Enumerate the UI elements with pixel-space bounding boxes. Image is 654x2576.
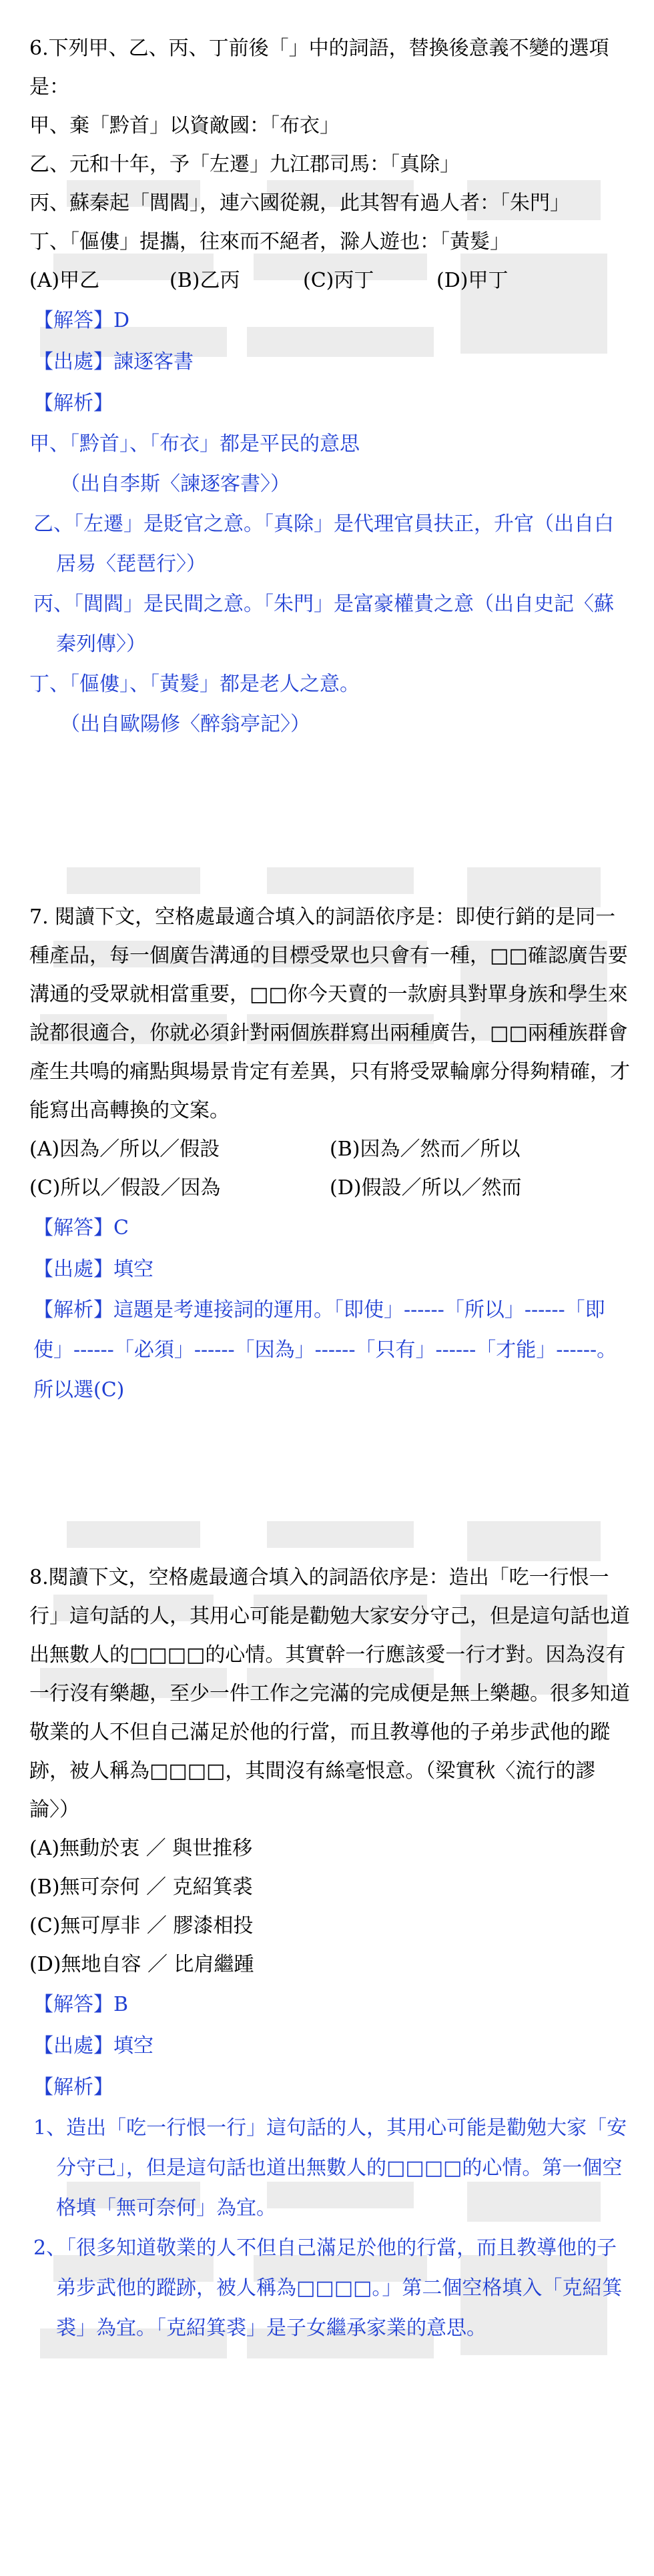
clause-ding: 丁、「傴僂」提攜，往來而不絕者，滁人遊也：「黃髮」 (29, 230, 510, 254)
answer-label: 【解答】C (33, 1216, 129, 1240)
clause-jia: 甲、棄「黔首」以資敵國：「布衣」 (29, 114, 340, 137)
option-b: (B)因為／然而／所以 (330, 1138, 521, 1161)
question-6 (29, 29, 630, 745)
option-d: (D)無地自容 ／ 比肩繼踵 (29, 1953, 254, 1976)
question-stem: 7. 閱讀下文，空格處最適合填入的詞語依序是：即使行銷的是同一種產品，每一個廣告溝通的目標受眾也只會有一種，□□確認廣告要溝通的受眾就相當重要，□□你今天賣的一款廚具對單身族和學生來說都很適合，你就必須針對兩個族群寫出兩種廣告，□□兩種族群會產生共鳴的痛點與場景肯定有差異，只有將受眾輪廓分得夠精確，才能寫出高轉換的文案。 (29, 905, 630, 1122)
analysis-line: （出自李斯〈諫逐客書〉） (60, 472, 290, 496)
options-row (29, 1169, 630, 1208)
answer-label: 【解答】B (33, 1993, 129, 2016)
analysis-label: 【解析】 (33, 2076, 113, 2099)
option-b: (B)乙丙 (170, 269, 240, 292)
analysis-line: 1、造出「吃一行恨一行」這句話的人，其用心可能是勸勉大家「安分守己」，但是這句話也道出無數人的□□□□的心情。第一個空格填「無可奈何」為宜。 (33, 2116, 627, 2220)
analysis-line: 2、「很多知道敬業的人不但自己滿足於他的行當，而且教導他的子弟步武他的蹤跡，被人稱為□□□□。」第二個空格填入「克紹箕裘」為宜。「克紹箕裘」是子女繼承家業的意思。 (33, 2236, 623, 2340)
clause-yi: 乙、元和十年，予「左遷」九江郡司馬：「真除」 (29, 153, 460, 176)
analysis-label: 【解析】 (33, 392, 113, 415)
question-7 (29, 898, 630, 1410)
option-c: (C)所以／假設／因為 (29, 1176, 221, 1200)
option-d: (D)甲丁 (436, 269, 509, 292)
options-row (29, 262, 630, 300)
option-a: (A)甲乙 (29, 269, 100, 292)
option-c: (C)丙丁 (303, 269, 374, 292)
analysis-line: 丁、「傴僂」、「黃髮」都是老人之意。 (29, 673, 360, 696)
analysis-line: （出自歐陽修〈醉翁亭記〉） (60, 713, 310, 736)
option-b: (B)無可奈何 ／ 克紹箕裘 (29, 1875, 253, 1899)
analysis-line: 甲、「黔首」、「布衣」都是平民的意思 (29, 432, 360, 456)
answer-label: 【解答】D (33, 309, 130, 332)
clause-bing: 丙、蘇秦起「閭閻」，連六國從親，此其智有過人者：「朱門」 (29, 191, 570, 215)
source-label: 【出處】諫逐客書 (33, 350, 194, 374)
question-8 (29, 1559, 630, 2348)
question-stem: 8.閱讀下文，空格處最適合填入的詞語依序是：造出「吃一行恨一行」這句話的人，其用心可能是勸勉大家安分守己，但是這句話也道出無數人的□□□□的心情。其實幹一行應該愛一行才對。因為沒有一行沒有樂趣，至少一件工作之完滿的完成便是無上樂趣。很多知道敬業的人不但自己滿足於他的行當，而且教導他的子弟步武他的蹤跡，被人稱為□□□□，其間沒有絲毫恨意。（梁實秋〈流行的謬論〉） (29, 1566, 630, 1821)
source-label: 【出處】填空 (33, 1258, 153, 1281)
analysis-line: 乙、「左遷」是貶官之意。「真除」是代理官員扶正，升官（出自白居易〈琵琶行〉） (33, 512, 614, 576)
option-a: (A)因為／所以／假設 (29, 1138, 220, 1161)
options-row (29, 1130, 630, 1169)
option-a: (A)無動於衷 ／ 與世推移 (29, 1837, 253, 1860)
question-stem: 6.下列甲、乙、丙、丁前後「」中的詞語，替換後意義不變的選項是： (29, 37, 609, 99)
option-d: (D)假設／所以／然而 (330, 1176, 522, 1200)
source-label: 【出處】填空 (33, 2034, 153, 2058)
analysis-line: 丙、「閭閻」是民間之意。「朱門」是富豪權貴之意（出自史記〈蘇秦列傳〉） (33, 592, 614, 656)
analysis-text: 【解析】這題是考連接詞的運用。「即使」------「所以」------「即使」------「必須」------「因為」------「只有」------「才能」------。所以選(C) (33, 1298, 617, 1402)
option-c: (C)無可厚非 ／ 膠漆相投 (29, 1914, 254, 1938)
